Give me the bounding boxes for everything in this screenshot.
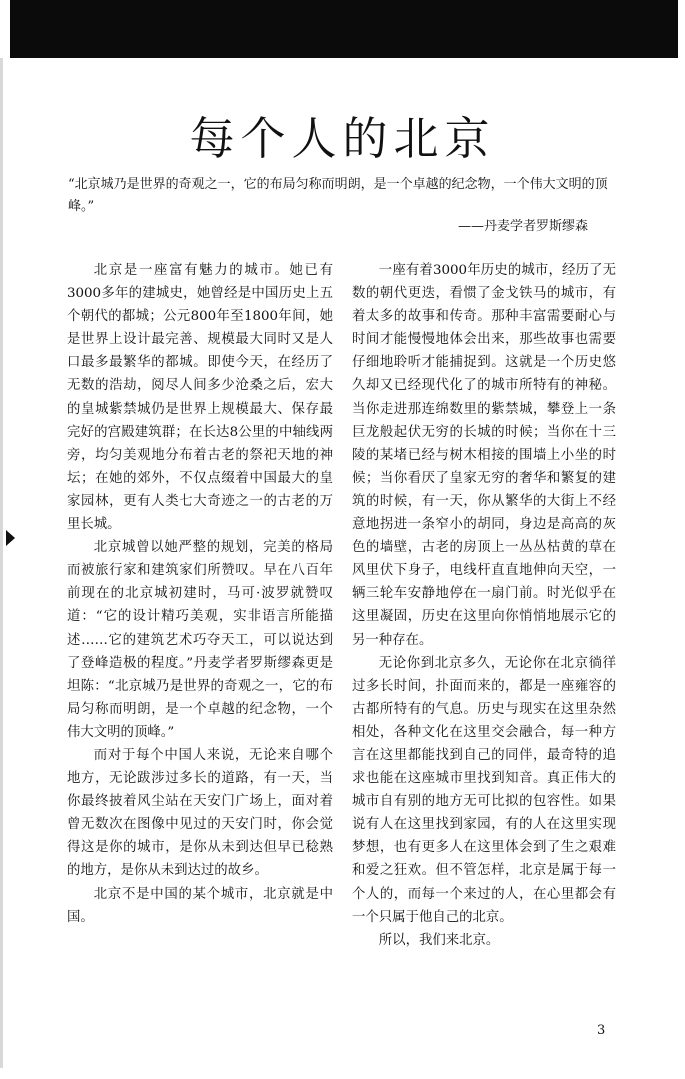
paragraph: 北京不是中国的某个城市，北京就是中国。: [67, 886, 333, 925]
paragraph: 所以，我们来北京。: [378, 932, 500, 948]
paragraph: 而对于每个中国人来说，无论来自哪个地方，无论跋涉过多长的道路，有一天，当你最终披着风尘站在天安门广场上，面对着曾无数次在图像中见过的天安门时，你会觉得这是你的城市，是你从未到达但早已稔熟的地方，是你从未到达过的故乡。: [67, 747, 333, 879]
page-title: 每个人的北京: [189, 112, 496, 165]
paragraph: 无论你到北京多久，无论你在北京徜徉过多长时间，扑面而来的，都是一座雍容的古都所特有的气息。历史与现实在这里杂然相处，各种文化在这里交会融合，每一种方言在这里都能找到自己的同伴，最奇特的追求也能在这座城市里找到知音。真正伟大的城市自有别的地方无可比拟的包容性。如果说有人在这里找到家园，有的人在这里实现梦想，也有更多人在这里体会到了生之艰难和爱之狂欢。但不管怎样，北京是属于每一个人的，而每一个来过的人，在心里都会有一个只属于他自己的北京。: [352, 655, 616, 925]
paragraph: 北京是一座富有魅力的城市。她已有3000多年的建城史，她曾经是中国历史上五个朝代的都城；公元800年至1800年间，她是世界上设计最完善、规模最大同时又是人口最多最繁华的都城。即使今天，在经历了无数的浩劫，阅尽人间多少沧桑之后，宏大的皇城紫禁城仍是世界上规模最大、保存最完好的宫殿建筑群；在长达8公里的中轴线两旁，均匀美观地分布着古老的祭祀天地的神坛；在她的郊外，不仅点缀着中国最大的皇家园林，更有人类七大奇迹之一的古老的万里长城。: [67, 263, 333, 533]
epigraph-quote: “北京城乃是世界的奇观之一，它的布局匀称而明朗，是一个卓越的纪念物，一个伟大文明的顶峰。”: [68, 177, 608, 214]
paragraph: 一座有着3000年历史的城市，经历了无数的朝代更迭，看惯了金戈铁马的城市，有着太多的故事和传奇。那种丰富需要耐心与时间才能慢慢地体会出来，那些故事也需要仔细地聆听才能捕捉到。这就是一个历史悠久却又已经现代化了的城市所特有的神秘。当你走进那连绵数里的紫禁城，攀登上一条巨龙般起伏无穷的长城的时候；当你在十三陵的某堵已经与树木相接的围墙上小坐的时候；当你看厌了皇家无穷的奢华和繁复的建筑的时候，有一天，你从繁华的大街上不经意地拐进一条窄小的胡同，身边是高高的灰色的墙壁，古老的房顶上一丛丛枯黄的草在风里伏下身子，电线杆直直地伸向天空，一辆三轮车安静地停在一扇门前。时光似乎在这里凝固，历史在这里向你悄悄地展示它的另一种存在。: [352, 263, 616, 648]
page-number: 3: [597, 1023, 606, 1038]
binding-edge: [0, 58, 3, 1068]
epigraph-attribution: ——丹麦学者罗斯缪森: [457, 219, 588, 234]
right-column: [352, 259, 616, 952]
header-band: [10, 0, 678, 58]
left-column: [67, 259, 333, 929]
margin-arrow-icon: [6, 530, 15, 546]
paragraph: 北京城曾以她严整的规划，完美的格局而被旅行家和建筑家们所赞叹。早在八百年前现在的北京城初建时，马可·波罗就赞叹道：“它的设计精巧美观，实非语言所能描述……它的建筑艺术巧夺天工，可以说达到了登峰造极的程度。”丹麦学者罗斯缪森更是坦陈：“北京城乃是世界的奇观之一，它的布局匀称而明朗，是一个卓越的纪念物，一个伟大文明的顶峰。”: [67, 540, 333, 740]
